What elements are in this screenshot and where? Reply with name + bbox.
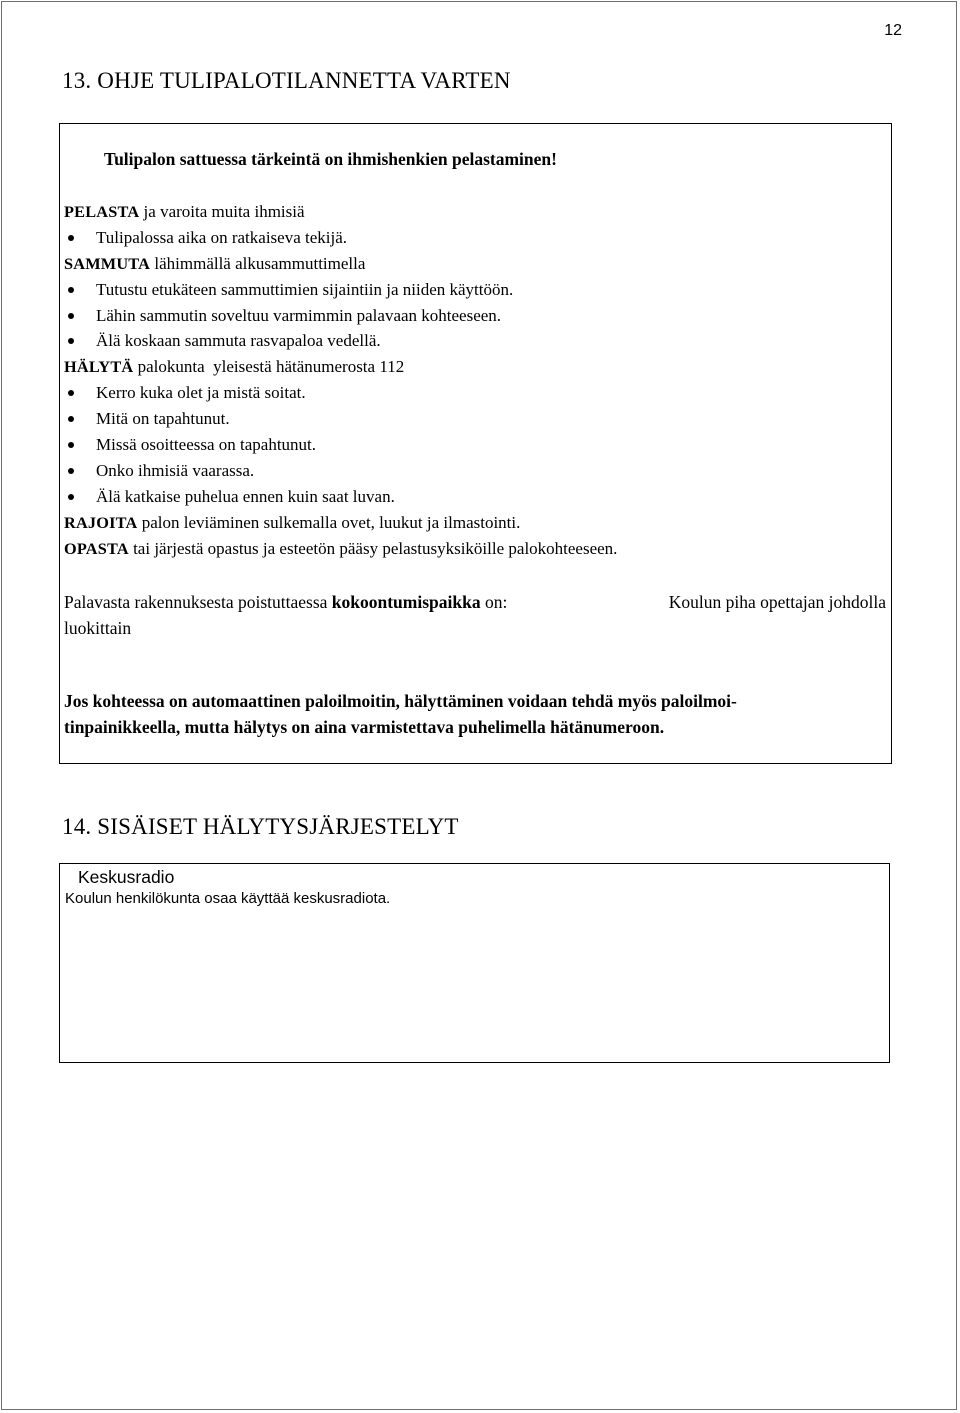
bullet-icon [68,494,74,500]
instruction-action-text: ja varoita muita ihmisiä [139,202,305,221]
instruction-action-item [64,251,617,277]
instruction-action-item [64,199,617,225]
instruction-action-item [64,354,617,380]
bullet-icon [68,235,74,241]
automatic-alarm-note-line-1: Jos kohteessa on automaattinen paloilmoitin, hälyttäminen voidaan tehdä myös paloilmoi- [64,691,737,711]
instruction-bullet-text: Missä osoitteessa on tapahtunut. [96,435,317,455]
central-radio-text: Koulun henkilökunta osaa käyttää keskusradiota. [65,890,391,907]
instruction-bullet-item [64,328,617,354]
gathering-place-suffix: on: [480,592,508,612]
fire-intro-statement: Tulipalon sattuessa tärkeintä on ihmishenkien pelastaminen! [104,149,557,169]
instruction-bullet-item [64,406,617,432]
instruction-bullet-item [64,432,617,458]
section-13-heading: 13. OHJE TULIPALOTILANNETTA VARTEN [62,68,511,93]
instruction-action-text: palokunta yleisestä hätänumerosta 112 [133,357,405,377]
instruction-action-keyword: HÄLYTÄ [64,357,134,377]
instruction-action-text: lähimmällä alkusammuttimella [150,253,366,273]
instruction-bullet-item [64,458,617,484]
bullet-icon [68,468,74,474]
bullet-icon [68,287,74,293]
fire-instruction-list [64,199,617,561]
gathering-place-continuation: luokittain [64,618,132,638]
instruction-bullet-text: Älä koskaan sammuta rasvapaloa vedellä. [96,331,381,351]
central-radio-title: Keskusradio [78,867,175,887]
bullet-icon [68,442,74,448]
page-number: 12 [884,22,902,39]
instruction-bullet-text: Onko ihmisiä vaarassa. [96,460,255,480]
bullet-icon [68,390,74,396]
automatic-alarm-note [64,688,886,740]
instruction-action-text: palon leviäminen sulkemalla ovet, luukut ja ilmastointi. [137,512,521,532]
bullet-icon [68,338,74,344]
instruction-action-keyword: SAMMUTA [64,253,151,273]
instruction-action-text: tai järjestä opastus ja esteetön pääsy pelastusyksiköille palokohteeseen. [128,538,618,558]
instruction-bullet-item [64,225,617,251]
gathering-place-prefix: Palavasta rakennuksesta poistuttaessa [64,592,332,612]
internal-alarm-box [59,863,890,1063]
instruction-bullet-text: Lähin sammutin soveltuu varmimmin palavaan kohteeseen. [96,305,502,325]
instruction-action-keyword: OPASTA [64,538,129,558]
gathering-place-paragraph [64,589,886,641]
gathering-place-keyword: kokoontumispaikka [331,592,481,612]
automatic-alarm-note-line-2: tinpainikkeella, mutta hälytys on aina varmistettava puhelimella hätänumeroon. [64,717,665,737]
instruction-bullet-text: Tutustu etukäteen sammuttimien sijaintiin ja niiden käyttöön. [96,279,514,299]
instruction-bullet-item [64,380,617,406]
instruction-bullet-item [64,303,617,329]
section-14-heading: 14. SISÄISET HÄLYTYSJÄRJESTELYT [62,814,459,839]
gathering-place-value: Koulun piha opettajan johdolla [668,592,886,612]
instruction-bullet-text: Tulipalossa aika on ratkaiseva tekijä. [96,227,348,247]
instruction-bullet-text: Kerro kuka olet ja mistä soitat. [96,383,306,403]
fire-instructions-box [59,123,892,764]
instruction-action-keyword: PELASTA [64,202,140,221]
instruction-bullet-text: Älä katkaise puhelua ennen kuin saat luvan. [96,486,395,506]
instruction-bullet-text: Mitä on tapahtunut. [96,409,230,429]
bullet-icon [68,313,74,319]
instruction-action-item [64,510,617,536]
instruction-action-keyword: RAJOITA [64,512,138,532]
instruction-bullet-item [64,484,617,510]
bullet-icon [68,416,74,422]
instruction-action-item [64,536,617,562]
instruction-bullet-item [64,277,617,303]
